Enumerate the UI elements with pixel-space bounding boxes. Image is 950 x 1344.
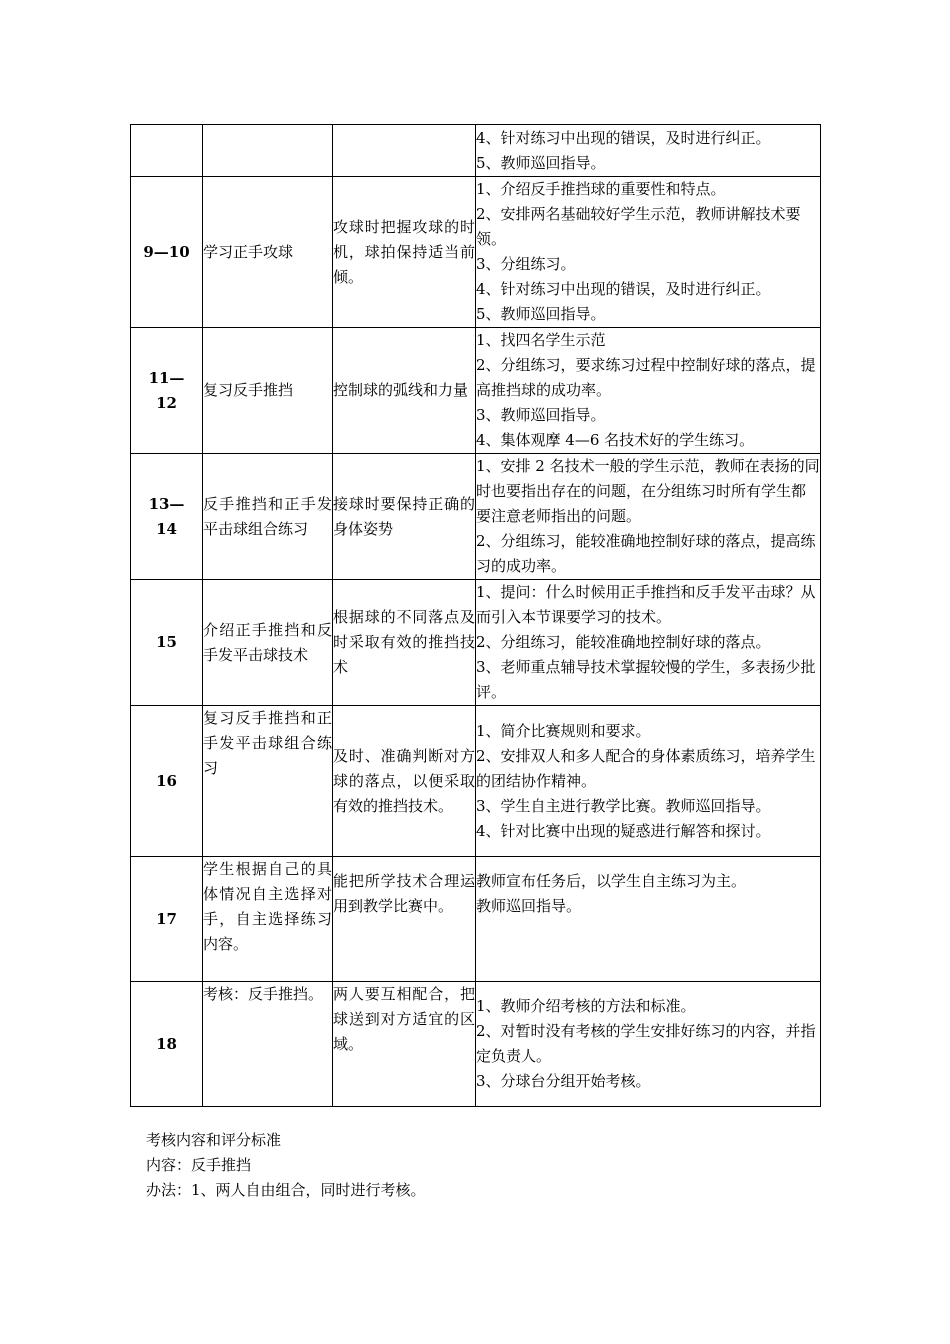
method-line: 教师宣布任务后，以学生自主练习为主。 (476, 872, 747, 890)
lesson-content-cell: 复习反手推挡和正手发平击球组合练习 (203, 706, 333, 857)
lesson-number-cell: 17 (131, 857, 203, 982)
assessment-content: 内容：反手推挡 (146, 1156, 252, 1174)
lesson-focus-cell: 能把所学技术合理运用到教学比赛中。 (333, 857, 476, 982)
assessment-heading: 考核内容和评分标准 (146, 1131, 282, 1149)
lesson-number-cell: 9—10 (131, 177, 203, 328)
table-row (131, 125, 821, 177)
lesson-methods-cell (476, 328, 821, 454)
lesson-methods-cell (476, 580, 821, 706)
table-row (131, 857, 821, 982)
lesson-focus-cell: 两人要互相配合，把球送到对方适宜的区域。 (333, 982, 476, 1107)
method-line: 3、分球台分组开始考核。 (476, 1072, 651, 1090)
lesson-content-cell: 介绍正手推挡和反手发平击球技术 (203, 580, 333, 706)
table-row (131, 328, 821, 454)
method-line: 1、找四名学生示范 (476, 331, 606, 349)
method-line: 2、安排两名基础较好学生示范，教师讲解技术要领。 (476, 205, 801, 248)
lesson-methods-cell (476, 982, 821, 1107)
lesson-content-cell: 学生根据自己的具体情况自主选择对手，自主选择练习内容。 (203, 857, 333, 982)
lesson-methods-cell (476, 857, 821, 982)
method-line: 1、教师介绍考核的方法和标准。 (476, 997, 696, 1015)
table-row (131, 982, 821, 1107)
method-line: 1、提问：什么时候用正手推挡和反手发平击球？从而引入本节课要学习的技术。 (476, 583, 816, 626)
lesson-content-cell: 复习反手推挡 (203, 328, 333, 454)
assessment-method: 办法：1、两人自由组合，同时进行考核。 (146, 1181, 426, 1199)
method-line: 3、教师巡回指导。 (476, 406, 606, 424)
method-line: 4、针对比赛中出现的疑惑进行解答和探讨。 (476, 821, 771, 840)
method-line: 4、针对练习中出现的错误，及时进行纠正。 (476, 128, 771, 147)
method-line: 2、分组练习，能较准确地控制好球的落点。 (476, 633, 771, 651)
lesson-plan-table (130, 124, 821, 1107)
method-line: 1、介绍反手推挡球的重要性和特点。 (476, 180, 726, 198)
lesson-number-cell: 11—12 (131, 328, 203, 454)
assessment-section (146, 1128, 426, 1203)
table-row (131, 454, 821, 580)
method-line: 1、安排 2 名技术一般的学生示范，教师在表扬的同时也要指出存在的问题，在分组练习时所有学生都要注意老师指出的问题。 (476, 457, 820, 525)
lesson-focus-cell (333, 125, 476, 177)
lesson-focus-cell: 攻球时把握攻球的时机，球拍保持适当前倾。 (333, 177, 476, 328)
lesson-number-cell: 15 (131, 580, 203, 706)
table-row (131, 580, 821, 706)
method-line: 3、学生自主进行教学比赛。教师巡回指导。 (476, 796, 771, 815)
method-line: 3、老师重点辅导技术掌握较慢的学生，多表扬少批评。 (476, 658, 816, 701)
method-line: 2、分组练习，能较准确地控制好球的落点，提高练习的成功率。 (476, 532, 816, 575)
lesson-methods-cell (476, 177, 821, 328)
lesson-content-cell (203, 125, 333, 177)
lesson-number-cell (131, 125, 203, 177)
lesson-focus-cell: 根据球的不同落点及时采取有效的推挡技术 (333, 580, 476, 706)
lesson-focus-cell: 控制球的弧线和力量 (333, 328, 476, 454)
lesson-content-cell: 学习正手攻球 (203, 177, 333, 328)
lesson-content-cell: 考核：反手推挡。 (203, 982, 333, 1107)
method-line: 4、集体观摩 4—6 名技术好的学生练习。 (476, 431, 755, 449)
method-line: 1、简介比赛规则和要求。 (476, 721, 651, 740)
method-line: 3、分组练习。 (476, 255, 576, 273)
method-line: 教师巡回指导。 (476, 897, 582, 915)
method-line: 2、对暂时没有考核的学生安排好练习的内容，并指定负责人。 (476, 1022, 816, 1065)
method-line: 5、教师巡回指导。 (476, 153, 606, 172)
lesson-number-cell: 18 (131, 982, 203, 1107)
lesson-methods-cell (476, 454, 821, 580)
lesson-focus-cell: 及时、准确判断对方球的落点，以便采取有效的推挡技术。 (333, 706, 476, 857)
lesson-number-cell: 13—14 (131, 454, 203, 580)
table-row (131, 177, 821, 328)
lesson-methods-cell (476, 706, 821, 857)
method-line: 4、针对练习中出现的错误，及时进行纠正。 (476, 280, 771, 298)
lesson-number-cell: 16 (131, 706, 203, 857)
lesson-methods-cell (476, 125, 821, 177)
method-line: 2、分组练习，要求练习过程中控制好球的落点，提高推挡球的成功率。 (476, 356, 816, 399)
lesson-focus-cell: 接球时要保持正确的身体姿势 (333, 454, 476, 580)
method-line: 5、教师巡回指导。 (476, 305, 606, 323)
method-line: 2、安排双人和多人配合的身体素质练习，培养学生的团结协作精神。 (476, 746, 816, 790)
lesson-content-cell: 反手推挡和正手发平击球组合练习 (203, 454, 333, 580)
table-row (131, 706, 821, 857)
